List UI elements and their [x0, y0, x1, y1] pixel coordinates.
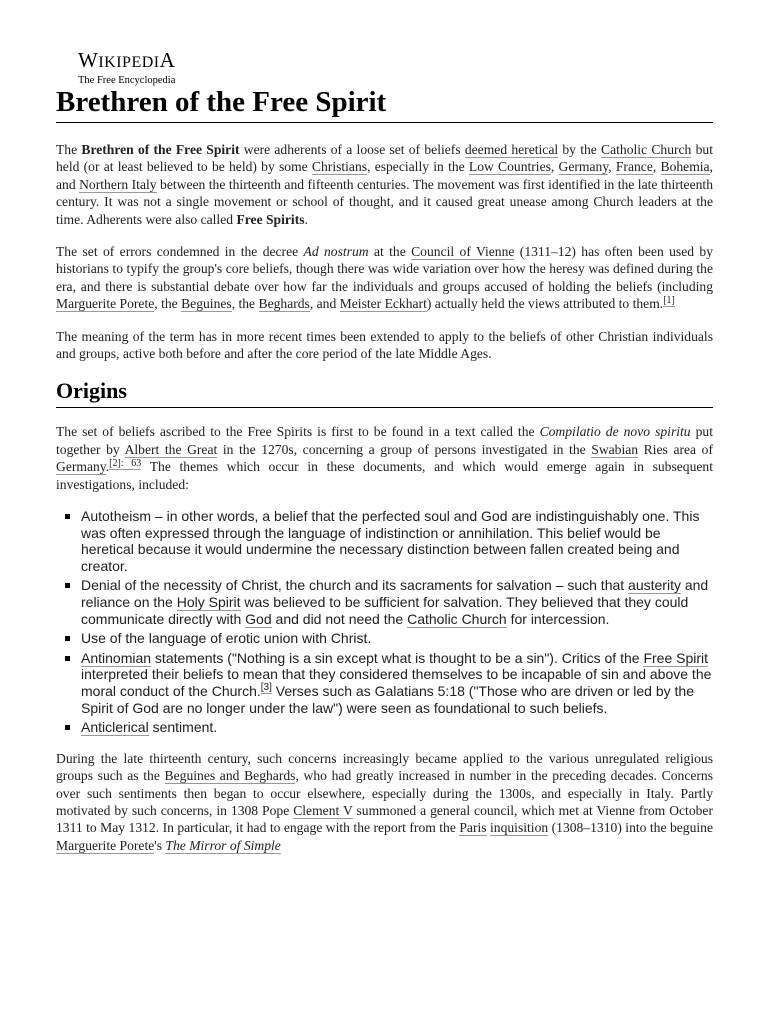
link-austerity[interactable]: austerity	[628, 577, 681, 594]
list-item: Autotheism – in other words, a belief that the perfected soul and God are indistinguishably one. This was often expressed through the language of indistinction or annihilation. This belief would be heretical because it would undermine the necessary distinction between fallen created being and creator.	[81, 508, 713, 574]
logo-tagline: The Free Encyclopedia	[78, 75, 176, 86]
intro-paragraph-2: The set of errors condemned in the decree Ad nostrum at the Council of Vienne (1311–12) has often been used by historians to typify the group's core beliefs, though there was wide variation over how the heresy was defined during the era, and there is substantial debate over how far the individuals and groups accused of holding the beliefs (including Marguerite Porete, the Beguines, the Beghards, and Meister Eckhart) actually held the views attributed to them.[1]	[56, 244, 713, 312]
link-low-countries[interactable]: Low Countries	[468, 159, 551, 175]
list-item: Denial of the necessity of Christ, the church and its sacraments for salvation – such that austerity and reliance on the Holy Spirit was believed to be sufficient for salvation. They believed that they could communicate directly with God and did not need the Catholic Church for intercession.	[81, 577, 713, 627]
page-title: Brethren of the Free Spirit	[56, 84, 713, 123]
link-albert-the-great[interactable]: Albert the Great	[124, 441, 218, 457]
link-god[interactable]: God	[245, 610, 272, 627]
link-council-of-vienne[interactable]: Council of Vienne	[411, 244, 515, 260]
link-meister-eckhart[interactable]: Meister Eckhart	[339, 296, 427, 312]
link-anticlerical[interactable]: Anticlerical	[81, 719, 149, 736]
list-item: Anticlerical sentiment.	[81, 719, 713, 736]
citation-3[interactable]: [3]	[260, 682, 272, 694]
article-body	[56, 141, 713, 869]
link-mirror-of-simple-souls[interactable]: The Mirror of Simple	[165, 837, 281, 853]
link-germany-2[interactable]: Germany	[56, 459, 106, 475]
link-free-spirit[interactable]: Free Spirit	[643, 649, 709, 666]
citation-1[interactable]: [1]	[663, 294, 675, 306]
intro-paragraph-3: The meaning of the term has in more recent times been extended to apply to the beliefs of other Christian individuals and groups, active both before and after the core period of the late Middle Ages.	[56, 328, 713, 362]
link-marguerite-porete[interactable]: Marguerite Porete	[56, 296, 155, 312]
link-christians[interactable]: Christians	[311, 159, 368, 175]
link-beghards[interactable]: Beghards	[258, 296, 310, 312]
link-bohemia[interactable]: Bohemia	[660, 159, 710, 175]
link-beguines-and-beghards[interactable]: Beguines and Beghards	[164, 768, 296, 784]
link-germany[interactable]: Germany	[558, 159, 609, 175]
link-catholic-church[interactable]: Catholic Church	[601, 142, 692, 157]
origins-paragraph-1: The set of beliefs ascribed to the Free Spirits is first to be found in a text called the Compilatio de novo spiritu put together by Albert the Great in the 1270s, concerning a group of persons investigated in the Swabian Ries area of Germany.$^{[2]: 63}$ The themes which occur in these documents, and which would emerge again in subsequent investigations, included:	[56, 424, 713, 492]
link-marguerite-porete-2[interactable]: Marguerite Porete	[56, 837, 155, 853]
link-paris[interactable]: Paris	[459, 820, 487, 836]
link-swabian[interactable]: Swabian	[591, 441, 639, 457]
list-item: Antinomian statements ("Nothing is a sin except what is thought to be a sin"). Critics of the Free Spirit interpreted their beliefs to mean that they considered themselves to be incapable of sin and above the moral conduct of the Church.[3] Verses such as Galatians 5:18 ("Those who are driven or led by the Spirit of God are no longer under the law") were seen as foundational to such beliefs.	[81, 649, 712, 716]
origins-paragraph-2: During the late thirteenth century, such concerns increasingly became applied to the various unregulated religious groups such as the Beguines and Beghards, who had greatly increased in number in the preceding decades. Concerns over such sentiments then began to occur elsewhere, especially during the 1300s, and especially in Italy. Partly motivated by such concerns, in 1308 Pope Clement V summoned a general council, which met at Vienne from October 1311 to May 1312. In particular, it had to engage with the report from the Paris inquisition (1308–1310) into the beguine Marguerite Porete's The Mirror of Simple	[56, 750, 714, 853]
link-beguines[interactable]: Beguines	[181, 296, 232, 312]
link-antinomian[interactable]: Antinomian	[81, 649, 152, 666]
link-catholic-church-2[interactable]: Catholic Church	[407, 610, 507, 627]
logo-wordmark: WIKIPEDIA	[78, 48, 176, 72]
link-inquisition[interactable]: inquisition	[490, 820, 549, 836]
wikipedia-logo[interactable]	[78, 49, 175, 87]
section-heading-origins: Origins	[56, 377, 713, 408]
link-holy-spirit[interactable]: Holy Spirit	[176, 594, 241, 611]
citation-2[interactable]: [2]: 63	[109, 457, 142, 469]
link-northern-italy[interactable]: Northern Italy	[79, 176, 157, 192]
link-clement-v[interactable]: Clement V	[293, 803, 353, 819]
link-deemed-heretical[interactable]: deemed heretical	[464, 142, 559, 157]
link-france[interactable]: France	[615, 159, 653, 175]
beliefs-list	[56, 508, 713, 736]
list-item: Use of the language of erotic union with Christ.	[81, 630, 713, 647]
intro-paragraph-1: The Brethren of the Free Spirit were adherents of a loose set of beliefs deemed heretical by the Catholic Church but held (or at least believed to be held) by some Christians, especially in the Low Countries, Germany, France, Bohemia, and Northern Italy between the thirteenth and fifteenth centuries. The movement was first identified in the late thirteenth century. It was not a single movement or school of thought, and it caused great unease among Church leaders at the time. Adherents were also called Free Spirits.	[56, 142, 713, 227]
